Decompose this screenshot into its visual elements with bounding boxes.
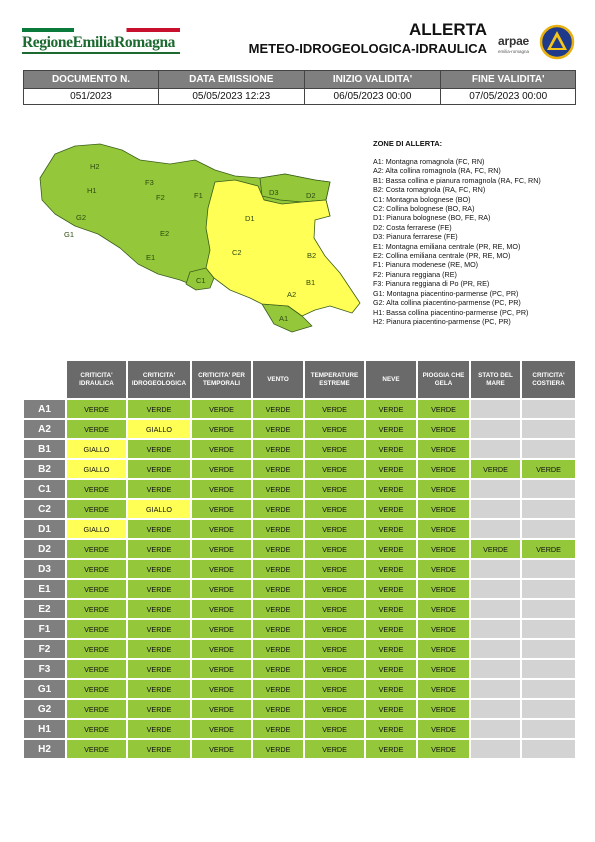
- zone-cell: G2: [24, 700, 65, 718]
- alert-level-cell: VERDE: [253, 740, 303, 758]
- alert-level-cell: VERDE: [253, 540, 303, 558]
- alert-level-cell: GIALLO: [67, 440, 126, 458]
- col-header-vento: VENTO: [253, 361, 303, 398]
- alert-level-cell: VERDE: [192, 600, 251, 618]
- alert-level-cell: VERDE: [305, 640, 364, 658]
- table-row: [24, 700, 575, 718]
- map-label-g1: G1: [64, 230, 75, 239]
- alert-level-cell: VERDE: [128, 620, 190, 638]
- alert-level-cell: VERDE: [67, 400, 126, 418]
- map-label-b1: B1: [306, 278, 316, 287]
- alert-level-cell: VERDE: [253, 640, 303, 658]
- not-applicable-cell: [522, 600, 575, 618]
- zone-cell: A1: [24, 400, 65, 418]
- alert-level-cell: VERDE: [128, 400, 190, 418]
- zone-legend-item: G2: Alta collina piacentino-parmense (PC, PR): [373, 298, 521, 308]
- header-data-emissione: DATA EMISSIONE: [159, 71, 304, 89]
- alert-level-cell: VERDE: [67, 620, 126, 638]
- map-label-e1: E1: [146, 253, 156, 262]
- map-label-f2: F2: [156, 193, 165, 202]
- alert-level-cell: VERDE: [418, 480, 469, 498]
- alert-level-cell: VERDE: [192, 720, 251, 738]
- table-row: [24, 600, 575, 618]
- zone-legend-item: E2: Collina emiliana centrale (PR, RE, MO): [373, 251, 511, 261]
- col-header-stato-mare: STATO DEL MARE: [471, 361, 520, 398]
- table-row: [24, 680, 575, 698]
- zone-legend-item: D2: Costa ferrarese (FE): [373, 222, 452, 232]
- alert-level-cell: VERDE: [253, 420, 303, 438]
- document-info-table: [23, 70, 576, 105]
- not-applicable-cell: [522, 500, 575, 518]
- alert-level-cell: VERDE: [366, 400, 416, 418]
- alert-level-cell: VERDE: [305, 600, 364, 618]
- zone-cell: D3: [24, 560, 65, 578]
- alert-level-cell: VERDE: [67, 640, 126, 658]
- alert-level-cell: VERDE: [128, 520, 190, 538]
- table-row: [24, 400, 575, 418]
- map-label-h2: H2: [90, 162, 100, 171]
- alert-table-header-row: [24, 361, 575, 398]
- alert-level-cell: VERDE: [366, 500, 416, 518]
- table-row: [24, 420, 575, 438]
- not-applicable-cell: [522, 560, 575, 578]
- table-row: [24, 620, 575, 638]
- alert-level-cell: VERDE: [192, 500, 251, 518]
- map-label-e2: E2: [160, 229, 170, 238]
- alert-level-cell: VERDE: [418, 580, 469, 598]
- alert-level-cell: GIALLO: [67, 460, 126, 478]
- alert-table-body: [24, 400, 575, 758]
- alert-level-cell: VERDE: [128, 720, 190, 738]
- alert-level-cell: VERDE: [366, 600, 416, 618]
- zone-legend-item: F3: Pianura reggiana di Po (PR, RE): [373, 279, 490, 289]
- alert-level-cell: VERDE: [192, 680, 251, 698]
- alert-level-cell: VERDE: [418, 660, 469, 678]
- zone-cell: F2: [24, 640, 65, 658]
- value-documento: 051/2023: [24, 89, 159, 105]
- zone-cell: D1: [24, 520, 65, 538]
- alert-level-cell: VERDE: [192, 640, 251, 658]
- arpae-logo-sub: emilia-romagna: [498, 49, 530, 54]
- alert-level-cell: VERDE: [418, 400, 469, 418]
- alert-level-cell: VERDE: [418, 520, 469, 538]
- not-applicable-cell: [471, 400, 520, 418]
- alert-level-cell: VERDE: [366, 540, 416, 558]
- alert-level-cell: VERDE: [67, 500, 126, 518]
- col-header-costiera: CRITICITA' COSTIERA: [522, 361, 575, 398]
- table-row: [24, 540, 575, 558]
- header-inizio-validita: INIZIO VALIDITA': [304, 71, 441, 89]
- not-applicable-cell: [522, 660, 575, 678]
- alert-level-cell: VERDE: [471, 540, 520, 558]
- not-applicable-cell: [522, 720, 575, 738]
- not-applicable-cell: [471, 580, 520, 598]
- not-applicable-cell: [471, 680, 520, 698]
- alert-level-cell: VERDE: [522, 540, 575, 558]
- logo-underline: [22, 52, 180, 54]
- not-applicable-cell: [522, 680, 575, 698]
- zone-legend-item: B2: Costa romagnola (RA, FC, RN): [373, 185, 486, 195]
- alert-level-cell: VERDE: [305, 400, 364, 418]
- alert-level-cell: VERDE: [418, 600, 469, 618]
- zones-title: ZONE DI ALLERTA:: [373, 139, 443, 148]
- alert-level-cell: VERDE: [418, 720, 469, 738]
- alert-level-cell: VERDE: [67, 560, 126, 578]
- table-row: [24, 480, 575, 498]
- alert-level-cell: GIALLO: [128, 420, 190, 438]
- col-header-idrogeologica: CRITICITA' IDROGEOLOGICA: [128, 361, 190, 398]
- not-applicable-cell: [471, 620, 520, 638]
- alert-level-cell: VERDE: [366, 660, 416, 678]
- alert-level-cell: VERDE: [418, 640, 469, 658]
- alert-level-cell: VERDE: [418, 420, 469, 438]
- table-row: [24, 660, 575, 678]
- zone-cell: E1: [24, 580, 65, 598]
- alert-level-cell: VERDE: [366, 420, 416, 438]
- alert-level-cell: VERDE: [366, 480, 416, 498]
- zone-cell: H2: [24, 740, 65, 758]
- not-applicable-cell: [471, 420, 520, 438]
- alert-level-cell: VERDE: [418, 560, 469, 578]
- not-applicable-cell: [471, 740, 520, 758]
- not-applicable-cell: [522, 420, 575, 438]
- alert-level-cell: VERDE: [418, 460, 469, 478]
- not-applicable-cell: [522, 400, 575, 418]
- zone-cell: F3: [24, 660, 65, 678]
- alert-level-cell: VERDE: [192, 660, 251, 678]
- alert-level-cell: VERDE: [128, 440, 190, 458]
- alert-level-cell: VERDE: [192, 520, 251, 538]
- alert-level-cell: VERDE: [418, 440, 469, 458]
- alert-level-cell: VERDE: [366, 740, 416, 758]
- alert-level-cell: VERDE: [253, 720, 303, 738]
- not-applicable-cell: [522, 620, 575, 638]
- alert-level-cell: VERDE: [418, 700, 469, 718]
- alert-level-cell: VERDE: [253, 400, 303, 418]
- zone-legend-item: A2: Alta collina romagnola (RA, FC, RN): [373, 166, 501, 176]
- alert-level-cell: VERDE: [418, 500, 469, 518]
- alert-level-cell: VERDE: [366, 440, 416, 458]
- map-label-c2: C2: [232, 248, 242, 257]
- corner-cell: [24, 361, 65, 398]
- alert-level-cell: VERDE: [366, 640, 416, 658]
- table-row: [24, 740, 575, 758]
- alert-level-cell: VERDE: [305, 500, 364, 518]
- alert-level-cell: VERDE: [305, 720, 364, 738]
- map-label-g2: G2: [76, 213, 87, 222]
- alert-level-cell: VERDE: [192, 580, 251, 598]
- map-label-d1: D1: [245, 214, 255, 223]
- not-applicable-cell: [471, 600, 520, 618]
- alert-level-cell: VERDE: [366, 460, 416, 478]
- alert-level-cell: VERDE: [128, 700, 190, 718]
- zone-legend-item: C1: Montagna bolognese (BO): [373, 194, 471, 204]
- alert-level-cell: VERDE: [253, 560, 303, 578]
- alert-level-cell: VERDE: [522, 460, 575, 478]
- alert-level-cell: VERDE: [192, 700, 251, 718]
- alert-level-cell: VERDE: [305, 740, 364, 758]
- alert-level-cell: VERDE: [253, 620, 303, 638]
- value-inizio-validita: 06/05/2023 00:00: [304, 89, 441, 105]
- alert-level-cell: VERDE: [253, 520, 303, 538]
- alert-level-cell: VERDE: [253, 580, 303, 598]
- alert-level-cell: VERDE: [253, 680, 303, 698]
- not-applicable-cell: [471, 660, 520, 678]
- alert-level-cell: VERDE: [253, 600, 303, 618]
- map-label-b2: B2: [307, 251, 317, 260]
- document-info-header-row: [24, 71, 576, 89]
- zone-cell: C2: [24, 500, 65, 518]
- alert-level-cell: VERDE: [128, 580, 190, 598]
- col-header-pioggia-gela: PIOGGIA CHE GELA: [418, 361, 469, 398]
- map-label-c1: C1: [196, 276, 206, 285]
- alert-level-cell: VERDE: [128, 560, 190, 578]
- alert-level-cell: VERDE: [192, 480, 251, 498]
- zone-legend-item: G1: Montagna piacentino-parmense (PC, PR): [373, 288, 519, 298]
- zone-legend-item: H2: Pianura piacentino-parmense (PC, PR): [373, 316, 511, 326]
- title-allerta: ALLERTA: [408, 20, 487, 39]
- alert-level-cell: VERDE: [67, 420, 126, 438]
- not-applicable-cell: [471, 700, 520, 718]
- header-documento: DOCUMENTO N.: [24, 71, 159, 89]
- zone-legend-item: C2: Collina bolognese (BO, RA): [373, 204, 475, 214]
- zone-cell: C1: [24, 480, 65, 498]
- alert-level-cell: VERDE: [192, 460, 251, 478]
- alert-level-cell: VERDE: [67, 480, 126, 498]
- map-label-d2: D2: [306, 191, 316, 200]
- protezione-civile-logo: [539, 24, 575, 60]
- alert-level-cell: VERDE: [192, 400, 251, 418]
- alert-level-cell: VERDE: [128, 740, 190, 758]
- alert-level-cell: VERDE: [305, 460, 364, 478]
- col-header-idraulica: CRITICITA' IDRAULICA: [67, 361, 126, 398]
- zone-legend-item: B1: Bassa collina e pianura romagnola (RA, FC, RN): [373, 175, 541, 185]
- regione-emilia-romagna-logo: [22, 28, 180, 52]
- not-applicable-cell: [522, 440, 575, 458]
- col-header-temporali: CRITICITA' PER TEMPORALI: [192, 361, 251, 398]
- alert-zones-map: [30, 138, 370, 334]
- zone-legend-item: D1: Pianura bolognese (BO, FE, RA): [373, 213, 491, 223]
- zone-cell: E2: [24, 600, 65, 618]
- alert-level-cell: VERDE: [128, 600, 190, 618]
- alert-level-cell: VERDE: [305, 520, 364, 538]
- zone-legend-item: F1: Pianura modenese (RE, MO): [373, 260, 479, 270]
- zone-cell: B2: [24, 460, 65, 478]
- col-header-neve: NEVE: [366, 361, 416, 398]
- map-label-f1: F1: [194, 191, 203, 200]
- alert-level-cell: VERDE: [253, 500, 303, 518]
- alert-level-cell: VERDE: [192, 420, 251, 438]
- alert-level-cell: VERDE: [67, 720, 126, 738]
- alert-level-cell: VERDE: [366, 620, 416, 638]
- alert-zones-legend: [373, 139, 583, 326]
- not-applicable-cell: [522, 640, 575, 658]
- map-label-a1: A1: [279, 314, 289, 323]
- not-applicable-cell: [471, 640, 520, 658]
- alert-level-cell: VERDE: [67, 700, 126, 718]
- alert-level-cell: VERDE: [128, 480, 190, 498]
- alert-level-cell: VERDE: [128, 640, 190, 658]
- alert-level-cell: VERDE: [67, 660, 126, 678]
- zone-legend-item: F2: Pianura reggiana (RE): [373, 269, 457, 279]
- value-fine-validita: 07/05/2023 00:00: [441, 89, 576, 105]
- alert-level-cell: VERDE: [253, 700, 303, 718]
- alert-level-cell: VERDE: [253, 660, 303, 678]
- zone-cell: H1: [24, 720, 65, 738]
- zone-cell: D2: [24, 540, 65, 558]
- zone-legend-item: H1: Bassa collina piacentino-parmense (PC, PR): [373, 307, 529, 317]
- not-applicable-cell: [522, 580, 575, 598]
- not-applicable-cell: [522, 520, 575, 538]
- table-row: [24, 560, 575, 578]
- not-applicable-cell: [471, 500, 520, 518]
- alert-level-cell: VERDE: [192, 540, 251, 558]
- zone-cell: B1: [24, 440, 65, 458]
- alert-level-cell: VERDE: [192, 620, 251, 638]
- zone-legend-item: D3: Pianura ferrarese (FE): [373, 232, 458, 242]
- alert-level-cell: VERDE: [128, 660, 190, 678]
- region-logo-text: RegioneEmiliaRomagna: [22, 34, 176, 51]
- alert-level-cell: VERDE: [67, 600, 126, 618]
- not-applicable-cell: [522, 480, 575, 498]
- table-row: [24, 580, 575, 598]
- alert-level-cell: VERDE: [67, 740, 126, 758]
- map-label-a2: A2: [287, 290, 297, 299]
- value-data-emissione: 05/05/2023 12:23: [159, 89, 304, 105]
- alert-level-cell: VERDE: [366, 700, 416, 718]
- alert-level-cell: GIALLO: [67, 520, 126, 538]
- zone-legend-item: E1: Montagna emiliana centrale (PR, RE, MO): [373, 241, 521, 251]
- table-row: [24, 720, 575, 738]
- alert-level-cell: VERDE: [67, 680, 126, 698]
- alert-level-cell: VERDE: [253, 480, 303, 498]
- alert-level-cell: VERDE: [128, 540, 190, 558]
- flag-stripe: [22, 28, 180, 32]
- alert-level-cell: VERDE: [418, 740, 469, 758]
- not-applicable-cell: [522, 740, 575, 758]
- alert-level-cell: VERDE: [253, 460, 303, 478]
- alert-level-cell: VERDE: [471, 460, 520, 478]
- alert-level-cell: VERDE: [366, 580, 416, 598]
- not-applicable-cell: [522, 700, 575, 718]
- alert-level-cell: VERDE: [192, 440, 251, 458]
- alert-level-cell: VERDE: [418, 680, 469, 698]
- not-applicable-cell: [471, 440, 520, 458]
- alert-level-cell: VERDE: [192, 740, 251, 758]
- alert-level-cell: VERDE: [418, 540, 469, 558]
- alert-level-cell: VERDE: [128, 680, 190, 698]
- table-row: [24, 460, 575, 478]
- map-label-f3: F3: [145, 178, 154, 187]
- alert-level-cell: VERDE: [305, 660, 364, 678]
- not-applicable-cell: [471, 480, 520, 498]
- zone-cell: F1: [24, 620, 65, 638]
- alert-level-cell: GIALLO: [128, 500, 190, 518]
- alert-level-cell: VERDE: [366, 520, 416, 538]
- alert-level-cell: VERDE: [305, 620, 364, 638]
- not-applicable-cell: [471, 720, 520, 738]
- alert-level-cell: VERDE: [128, 460, 190, 478]
- title-subtitle: METEO-IDROGEOLOGICA-IDRAULICA: [248, 41, 487, 56]
- page-header: [22, 20, 575, 66]
- table-row: [24, 640, 575, 658]
- not-applicable-cell: [471, 520, 520, 538]
- alert-level-cell: VERDE: [305, 700, 364, 718]
- zone-cell: A2: [24, 420, 65, 438]
- alert-level-cell: VERDE: [418, 620, 469, 638]
- alert-level-cell: VERDE: [192, 560, 251, 578]
- alert-level-cell: VERDE: [305, 420, 364, 438]
- table-row: [24, 500, 575, 518]
- col-header-temperature: TEMPERATURE ESTREME: [305, 361, 364, 398]
- alert-level-cell: VERDE: [305, 440, 364, 458]
- table-row: [24, 440, 575, 458]
- alert-level-cell: VERDE: [305, 540, 364, 558]
- alert-level-cell: VERDE: [305, 580, 364, 598]
- alert-level-cell: VERDE: [366, 720, 416, 738]
- alert-level-cell: VERDE: [305, 680, 364, 698]
- arpae-logo-text: arpae: [498, 34, 530, 48]
- alert-level-cell: VERDE: [366, 560, 416, 578]
- alert-level-cell: VERDE: [67, 540, 126, 558]
- not-applicable-cell: [471, 560, 520, 578]
- alert-level-cell: VERDE: [67, 580, 126, 598]
- alert-levels-table: [22, 359, 577, 760]
- map-label-d3: D3: [269, 188, 279, 197]
- zone-cell: G1: [24, 680, 65, 698]
- zone-legend-item: A1: Montagna romagnola (FC, RN): [373, 157, 485, 166]
- alert-level-cell: VERDE: [305, 480, 364, 498]
- document-info-value-row: [24, 89, 576, 105]
- table-row: [24, 520, 575, 538]
- header-fine-validita: FINE VALIDITA': [441, 71, 576, 89]
- alert-level-cell: VERDE: [366, 680, 416, 698]
- alert-level-cell: VERDE: [305, 560, 364, 578]
- alert-level-cell: VERDE: [253, 440, 303, 458]
- map-label-h1: H1: [87, 186, 97, 195]
